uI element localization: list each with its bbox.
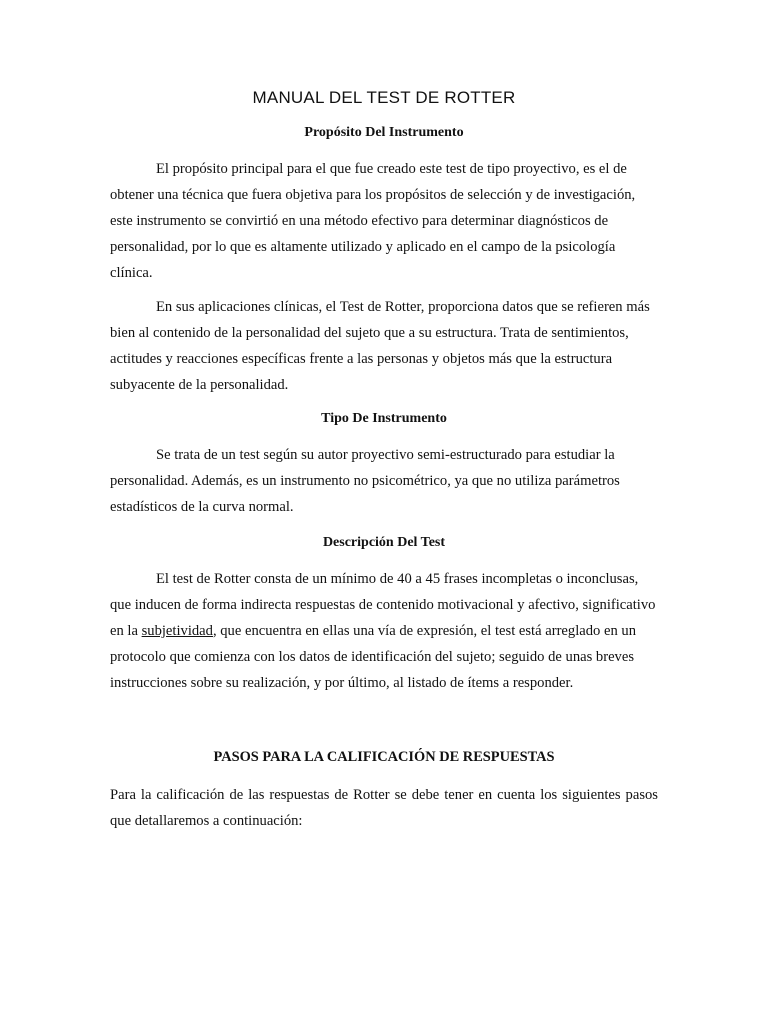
paragraph-descripcion-text-b: , que encuentra en ellas una vía de expresión, el test está arreglado en un protocolo que comienza con los datos de identificación del sujeto; seguido de unas breves instrucciones sobre su realización, y por último, al listado de ítems a responder. — [110, 623, 636, 691]
paragraph-descripcion-1 — [110, 566, 658, 696]
paragraph-tipo-1: Se trata de un test según su autor proyectivo semi-estructurado para estudiar la personalidad. Además, es un instrumento no psicométrico, ya que no utiliza parámetros estadísticos de la curva normal. — [110, 447, 620, 515]
heading-proposito: Propósito Del Instrumento — [304, 125, 464, 140]
heading-tipo: Tipo De Instrumento — [321, 411, 447, 426]
paragraph-pasos-1: Para la calificación de las respuestas de Rotter se debe tener en cuenta los siguientes pasos que detallaremos a continuación: — [110, 787, 658, 829]
document-page — [110, 86, 658, 842]
heading-pasos: PASOS PARA LA CALIFICACIÓN DE RESPUESTAS — [213, 749, 555, 765]
subjetividad-link[interactable]: subjetividad — [141, 623, 213, 639]
paragraph-descripcion-text-a: El test de Rotter consta de un mínimo de 40 a 45 frases incompletas o inconclusas, que inducen de forma indirecta respuestas de contenido motivacional y afectivo, significativo en la — [110, 571, 656, 639]
paragraph-proposito-2: En sus aplicaciones clínicas, el Test de Rotter, proporciona datos que se refieren más bien al contenido de la personalidad del sujeto que a su estructura. Trata de sentimientos, actitudes y reacciones específicas frente a las personas y objetos más que la estructura subyacente de la personalidad. — [110, 299, 650, 393]
document-title: MANUAL DEL TEST DE ROTTER — [252, 88, 516, 107]
heading-descripcion: Descripción Del Test — [322, 535, 446, 550]
paragraph-proposito-1: El propósito principal para el que fue creado este test de tipo proyectivo, es el de obtener una técnica que fuera objetiva para los propósitos de selección y de investigación, este instrumento se convirtió en una método efectivo para determinar diagnósticos de personalidad, por lo que es altamente utilizado y aplicado en el campo de la psicología clínica. — [110, 161, 636, 281]
